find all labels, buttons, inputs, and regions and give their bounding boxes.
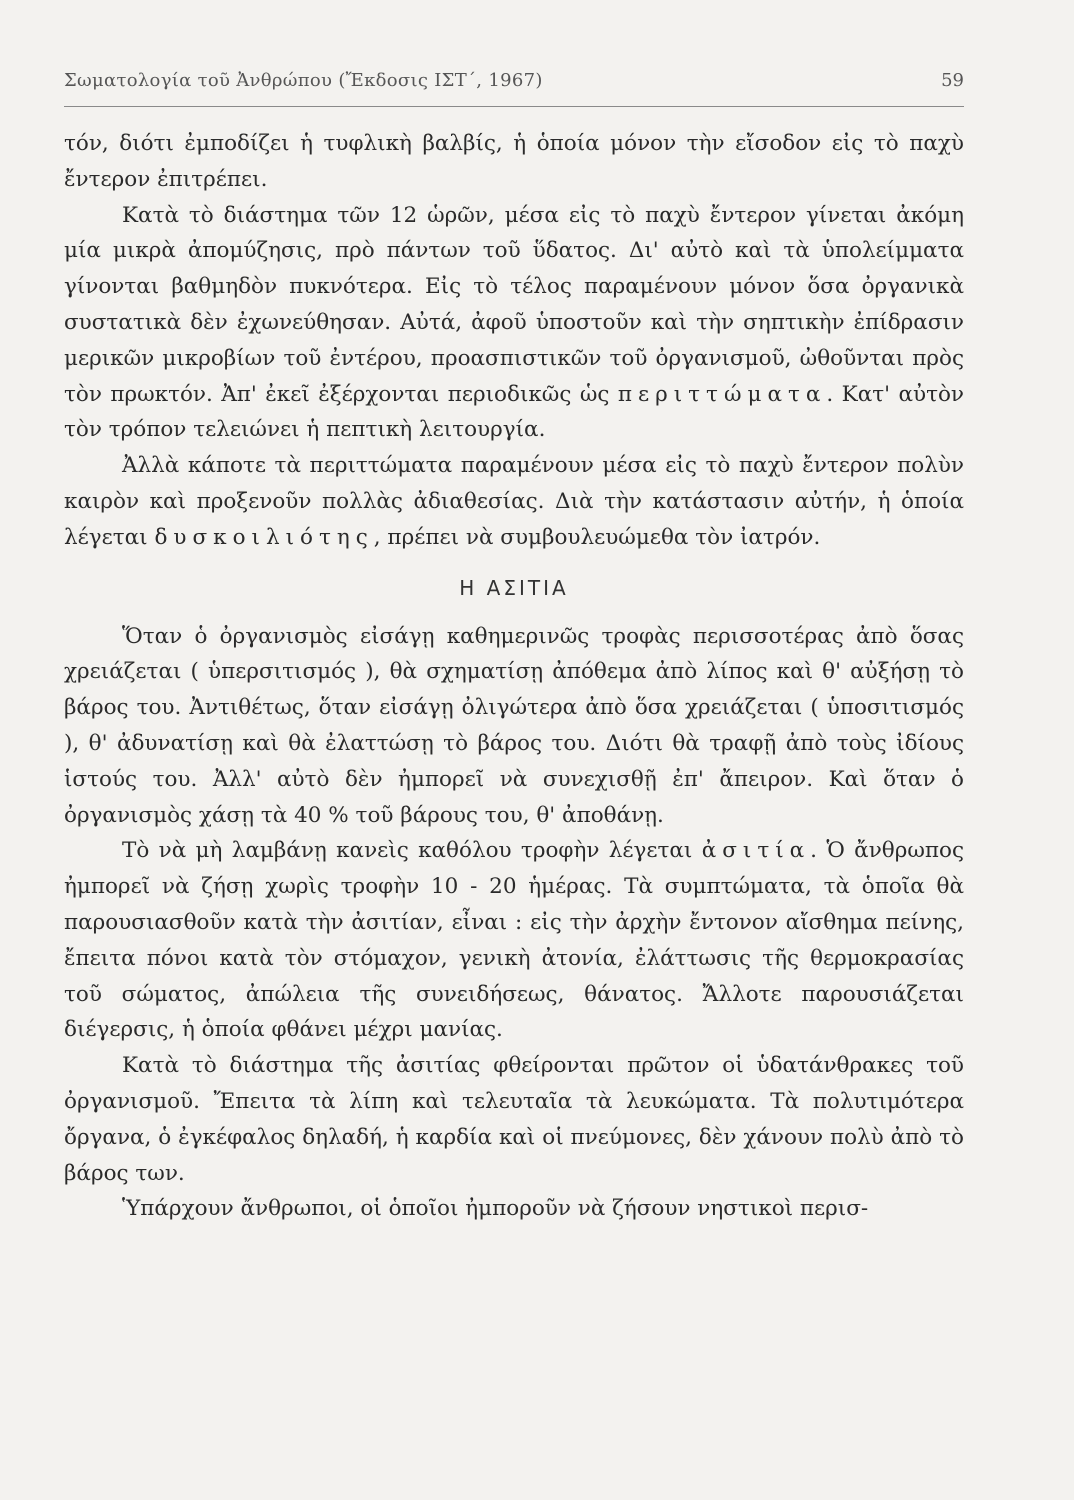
paragraph-constipation (64, 448, 964, 555)
paragraph-fasting (64, 833, 964, 1048)
paragraph-tissue-loss: Κατὰ τὸ διάστημα τῆς ἀσιτίας φθείρονται πρῶτον οἱ ὑδατάνθρακες τοῦ ὀργανισμοῦ. Ἔπειτα τὰ λίπη καὶ τελευταῖα τὰ λευκώματα. Τὰ πολυτιμότερα ὄργανα, ὁ ἐγκέφαλος δηλαδή, ἡ καρδία καὶ οἱ πνεύμονες, δὲν χάνουν πολὺ ἀπὸ τὸ βάρος των. (64, 1053, 964, 1186)
spaced-term-feces: περιττώματα (617, 381, 827, 407)
section-heading: Η ΑΣΙΤΙΑ (459, 575, 569, 600)
text-run: . Κατ' αὐτὸν τὸν τρόπον τελειώνει ἡ πεπτικὴ λειτουργία. (64, 381, 964, 443)
text-run: Ἀλλὰ κάποτε τὰ περιττώματα παραμένουν μέσα εἰς τὸ παχὺ ἔντερον πολὺν καιρὸν καὶ προξενοῦν πολλὰς ἀδιαθεσίας. Διὰ τὴν κατάστασιν αὐτήν, ἡ ὁποία λέγεται (64, 453, 964, 550)
spaced-term-fasting: ἀσιτία (701, 838, 811, 864)
paragraph-continuation: τόν, διότι ἐμποδίζει ἡ τυφλικὴ βαλβίς, ἡ ὁποία μόνον τὴν εἴσοδον εἰς τὸ παχὺ ἔντερον ἐπιτρέπει. (64, 131, 964, 192)
text-run: Τὸ νὰ μὴ λαμβάνῃ κανεὶς καθόλου τροφὴν λέγεται (122, 838, 702, 864)
running-title: Σωματολογία τοῦ Ἀνθρώπου (Ἔκδοσις ΙΣΤ΄, 1967) (64, 70, 543, 91)
text-run: , πρέπει νὰ συμβουλευώμεθα τὸν ἰατρόν. (373, 524, 821, 550)
paragraph-overfeeding: Ὅταν ὁ ὀργανισμὸς εἰσάγῃ καθημερινῶς τροφὰς περισσοτέρας ἀπὸ ὅσας χρειάζεται ( ὑπερσιτισμός ), θὰ σχηματίσῃ ἀπόθεμα ἀπὸ λίπος καὶ θ' αὐξήσῃ τὸ βάρος του. Ἀντιθέτως, ὅταν εἰσάγῃ ὀλιγώτερα ἀπὸ ὅσα χρειάζεται ( ὑποσιτισμός ), θ' ἀδυνατίσῃ καὶ θὰ ἐλαττώσῃ τὸ βάρος του. Διότι θὰ τραφῇ ἀπὸ τοὺς ἰδίους ἱστούς του. Ἀλλ' αὐτὸ δὲν ἠμπορεῖ νὰ συνεχισθῇ ἐπ' ἄπειρον. Καὶ ὅταν ὁ ὀργανισμὸς χάσῃ τὰ 40 % τοῦ βάρους του, θ' ἀποθάνῃ. (64, 623, 964, 828)
spaced-term-constipation: δυσκοιλιότης (154, 524, 374, 550)
paragraph-large-intestine (64, 198, 964, 449)
body-text (64, 126, 964, 1227)
running-header (64, 70, 964, 104)
paragraph-final: Ὑπάρχουν ἄνθρωποι, οἱ ὁποῖοι ἠμποροῦν νὰ ζήσουν νηστικοὶ περισ- (122, 1196, 869, 1222)
page-number: 59 (941, 70, 964, 91)
text-run: . Ὁ ἄνθρωπος ἠμπορεῖ νὰ ζήσῃ χωρὶς τροφὴν 10 - 20 ἡμέρας. Τὰ συμπτώματα, τὰ ὁποῖα θὰ παρουσιασθοῦν κατὰ τὴν ἀσιτίαν, εἶναι : εἰς τὴν ἀρχὴν ἔντονον αἴσθημα πείνης, ἔπειτα πόνοι κατὰ τὸν στόμαχον, γενικὴ ἀτονία, ἐλάττωσις τῆς θερμοκρασίας τοῦ σώματος, ἀπώλεια τῆς συνειδήσεως, θάνατος. Ἄλλοτε παρουσιάζεται διέγερσις, ἡ ὁποία φθάνει μέχρι μανίας. (64, 838, 964, 1043)
header-rule (64, 106, 964, 107)
text-run: Κατὰ τὸ διάστημα τῶν 12 ὡρῶν, μέσα εἰς τὸ παχὺ ἔντερον γίνεται ἀκόμη μία μικρὰ ἀπομύζησις, πρὸ πάντων τοῦ ὕδατος. Δι' αὐτὸ καὶ τὰ ὑπολείμματα γίνονται βαθμηδὸν πυκνότερα. Εἰς τὸ τέλος παραμένουν μόνον ὅσα ὀργανικὰ συστατικὰ δὲν ἐχωνεύθησαν. Αὐτά, ἀφοῦ ὑποστοῦν καὶ τὴν σηπτικὴν ἐπίδρασιν μερικῶν μικροβίων τοῦ ἐντέρου, προασπιστικῶν τοῦ ὀργανισμοῦ, ὠθοῦνται πρὸς τὸν πρωκτόν. Ἀπ' ἐκεῖ ἐξέρχονται περιοδικῶς ὡς (64, 202, 964, 407)
